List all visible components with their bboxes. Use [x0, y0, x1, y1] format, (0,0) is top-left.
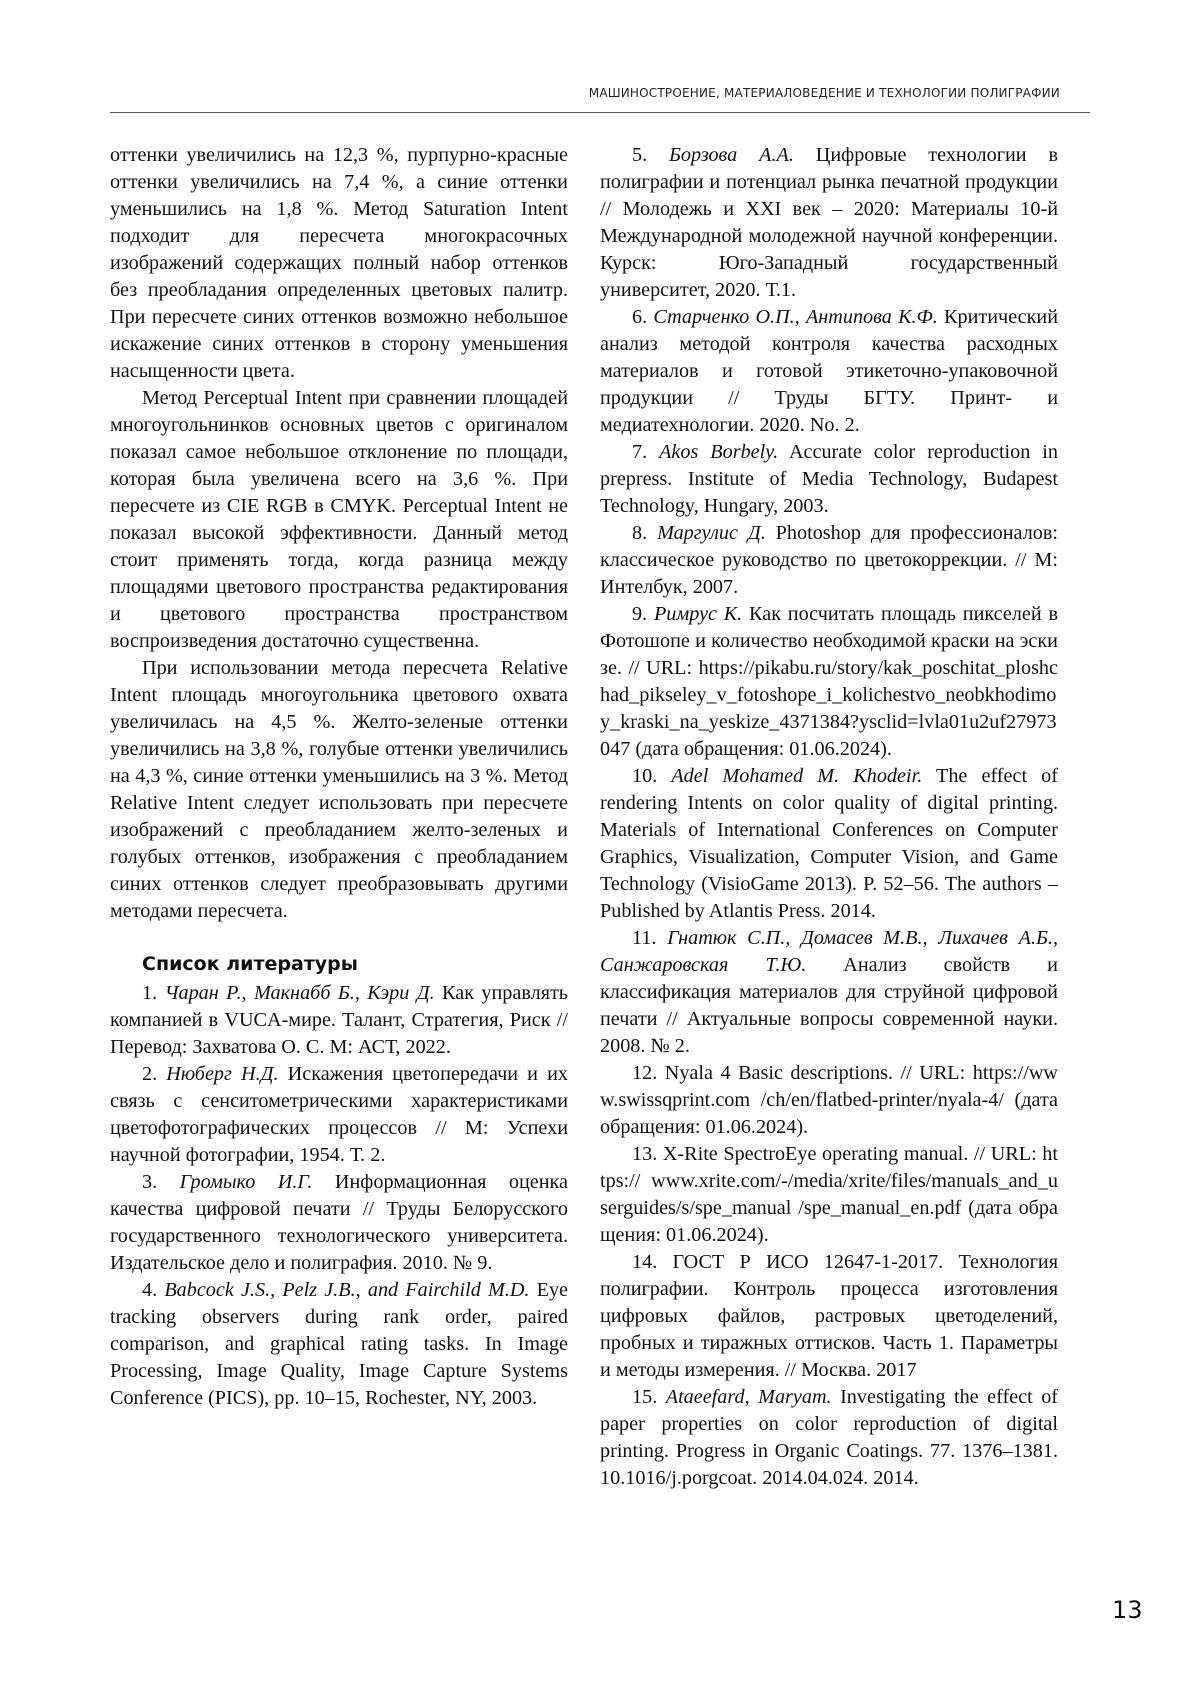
reference-number: 10. — [632, 765, 658, 787]
reference-2 — [110, 1061, 568, 1169]
reference-authors: Akos Borbely. — [659, 441, 779, 463]
reference-text: Критический анализ методой контроля качества расходных материалов и готовой этикеточно-упаковочной продукции // Труды БГТУ. Принт- и медиатехнологии. 2020. No. 2. — [600, 306, 1059, 436]
reference-9 — [600, 601, 1058, 763]
references-heading: Список литературы — [142, 953, 358, 975]
reference-1 — [110, 980, 568, 1061]
reference-number: 1. — [142, 982, 158, 1004]
right-column — [600, 142, 1058, 1492]
reference-text: Информационная оценка качества цифровой печати // Труды Белорусского государственного технологического университета. Издательское дело и полиграфия. 2010. № 9. — [110, 1171, 568, 1274]
reference-authors: Гнатюк С.П., Домасев М.В., Лихачев А.Б., Санжаровская Т.Ю. — [600, 927, 1058, 976]
reference-authors: Чаран Р., Макнабб Б., Кэри Д. — [164, 982, 435, 1004]
body-paragraph-1: оттенки увеличились на 12,3 %, пурпурно-красные оттенки увеличились на 7,4 %, а синие оттенки уменьшились на 1,8 %. Метод Saturation Intent подходит для пересчета многокрасочных изображений содержащих полный набор оттенков без преобладания определенных цветовых палитр. При пересчете синих оттенков возможно небольшое искажение синих оттенков в сторону уменьшения насыщенности цвета. — [110, 144, 568, 382]
reference-authors: Борзова А.А. — [669, 144, 794, 166]
reference-text: Photoshop для профессионалов: классическое руководство по цветокоррекции. // М: Интелбук, 2007. — [600, 522, 1058, 598]
reference-authors: Нюберг Н.Д. — [166, 1063, 279, 1085]
reference-6 — [600, 304, 1058, 439]
reference-number: 7. — [632, 441, 648, 463]
running-header: МАШИНОСТРОЕНИЕ, МАТЕРИАЛОВЕДЕНИЕ И ТЕХНОЛОГИИ ПОЛИГРАФИИ — [588, 86, 1060, 100]
reference-number: 14. — [632, 1251, 658, 1273]
reference-8 — [600, 520, 1058, 601]
reference-number: 4. — [142, 1279, 158, 1301]
reference-text: Как управлять компанией в VUCA-мире. Талант, Стратегия, Риск // Перевод: Захватова О. С. М: АСТ, 2022. — [110, 982, 569, 1058]
reference-authors: Старченко О.П., Антипова К.Ф. — [653, 306, 938, 328]
reference-text: Цифровые технологии в полиграфии и потенциал рынка печатной продукции // Молодежь и XXI век – 2020: Материалы 10-й Международной молодежной научной конференции. Курск: Юго-Западный государственный университет, 2020. Т.1. — [600, 144, 1058, 301]
reference-13 — [600, 1141, 1058, 1249]
reference-text: Как посчитать площадь пикселей в Фотошопе и количество необходимой краски на эскизе. // URL: https://pikabu.ru/story/kak_poschitat_ploshchad_pikseley_v_fotoshope_i_kolichestvo_neobkhodimoy_kraski_na_yeskize_4371384?ysclid=lvla01u2uf27973047 (дата обращения: 01.06.2024). — [600, 603, 1058, 760]
reference-number: 8. — [632, 522, 648, 544]
reference-text: Eye tracking observers during rank order, paired comparison, and graphical rating tasks. In Image Processing, Image Quality, Image Capture Systems Conference (PICS), pp. 10–15, Rochester, NY, 2003. — [110, 1279, 569, 1409]
reference-7 — [600, 439, 1058, 520]
reference-number: 15. — [632, 1386, 658, 1408]
reference-number: 9. — [632, 603, 648, 625]
reference-authors: Маргулис Д. — [657, 522, 766, 544]
reference-number: 3. — [142, 1171, 158, 1193]
reference-text: Accurate color reproduction in prepress. Institute of Media Technology, Budapest Technology, Hungary, 2003. — [600, 441, 1058, 517]
reference-text: Nyala 4 Basic descriptions. // URL: https://www.swissqprint.com /ch/en/flatbed-printer/nyala-4/ (дата обращения: 01.06.2024). — [600, 1062, 1058, 1138]
left-column — [110, 142, 568, 1412]
reference-14 — [600, 1249, 1058, 1384]
reference-authors: Римрус К. — [653, 603, 743, 625]
body-paragraph-2: Метод Perceptual Intent при сравнении площадей многоугольнинков основных цветов с оригиналом показал самое небольшое отклонение по площади, которая была увеличена всего на 3,6 %. При пересчете из CIE RGB в CMYK. Perceptual Intent не показал высокой эффективности. Данный метод стоит применять тогда, когда разница между площадями цветового пространства редактирования и цветового пространства пространством воспроизведения достаточно существенна. — [110, 387, 568, 652]
reference-text: Искажения цветопередачи и их связь с сенситометрическими характеристиками цветофотографических процессов // М: Успехи научной фотографии, 1954. Т. 2. — [110, 1063, 569, 1166]
reference-15 — [600, 1384, 1058, 1492]
reference-5 — [600, 142, 1058, 304]
reference-authors: Babcock J.S., Pelz J.B., and Fairchild M.D. — [164, 1279, 530, 1301]
reference-authors: Ataeefard, Maryam. — [665, 1386, 832, 1408]
body-paragraph-3: При использовании метода пересчета Relative Intent площадь многоугольника цветового охвата увеличилась на 4,5 %. Желто-зеленые оттенки увеличились на 3,8 %, голубые оттенки увеличились на 4,3 %, синие оттенки уменьшились на 3 %. Метод Relative Intent следует использовать при пересчете изображений с преобладанием желто-зеленых и голубых оттенков, изображения с преобладанием синих оттенков следует преобразовывать другими методами пересчета. — [110, 657, 568, 922]
reference-text: Анализ свойств и классификация материалов для струйной цифровой печати // Актуальные вопросы современной науки. 2008. № 2. — [600, 954, 1058, 1057]
page-number: 13 — [1112, 1596, 1143, 1624]
reference-number: 5. — [632, 144, 648, 166]
reference-number: 13. — [632, 1143, 658, 1165]
reference-number: 2. — [142, 1063, 158, 1085]
reference-11 — [600, 925, 1058, 1060]
reference-3 — [110, 1169, 568, 1277]
reference-authors: Громыко И.Г. — [179, 1171, 313, 1193]
reference-12 — [600, 1060, 1058, 1141]
reference-number: 6. — [632, 306, 648, 328]
reference-text: X-Rite SpectroEye operating manual. // URL: https:// www.xrite.com/-/media/xrite/files/manuals_and_userguides/s/spe_manual /spe_manual_en.pdf (дата обращения: 01.06.2024). — [600, 1143, 1058, 1246]
reference-4 — [110, 1277, 568, 1412]
reference-number: 11. — [632, 927, 657, 949]
reference-authors: Adel Mohamed M. Khodeir. — [671, 765, 923, 787]
reference-text: The effect of rendering Intents on color quality of digital printing. Materials of International Conferences on Computer Graphics, Visualization, Computer Vision, and Game Technology (VisioGame 2013). P. 52–56. The authors – Published by Atlantis Press. 2014. — [600, 765, 1058, 922]
header-rule — [110, 112, 1090, 113]
reference-10 — [600, 763, 1058, 925]
reference-text: ГОСТ Р ИСО 12647-1-2017. Технология полиграфии. Контроль процесса изготовления цифровых файлов, растровых цветоделений, пробных и тиражных оттисков. Часть 1. Параметры и методы измерения. // Москва. 2017 — [600, 1251, 1058, 1381]
reference-number: 12. — [632, 1062, 658, 1084]
reference-text: Investigating the effect of paper properties on color reproduction of digital printing. Progress in Organic Coatings. 77. 1376–1381. 10.1016/j.porgcoat. 2014.04.024. 2014. — [600, 1386, 1059, 1489]
